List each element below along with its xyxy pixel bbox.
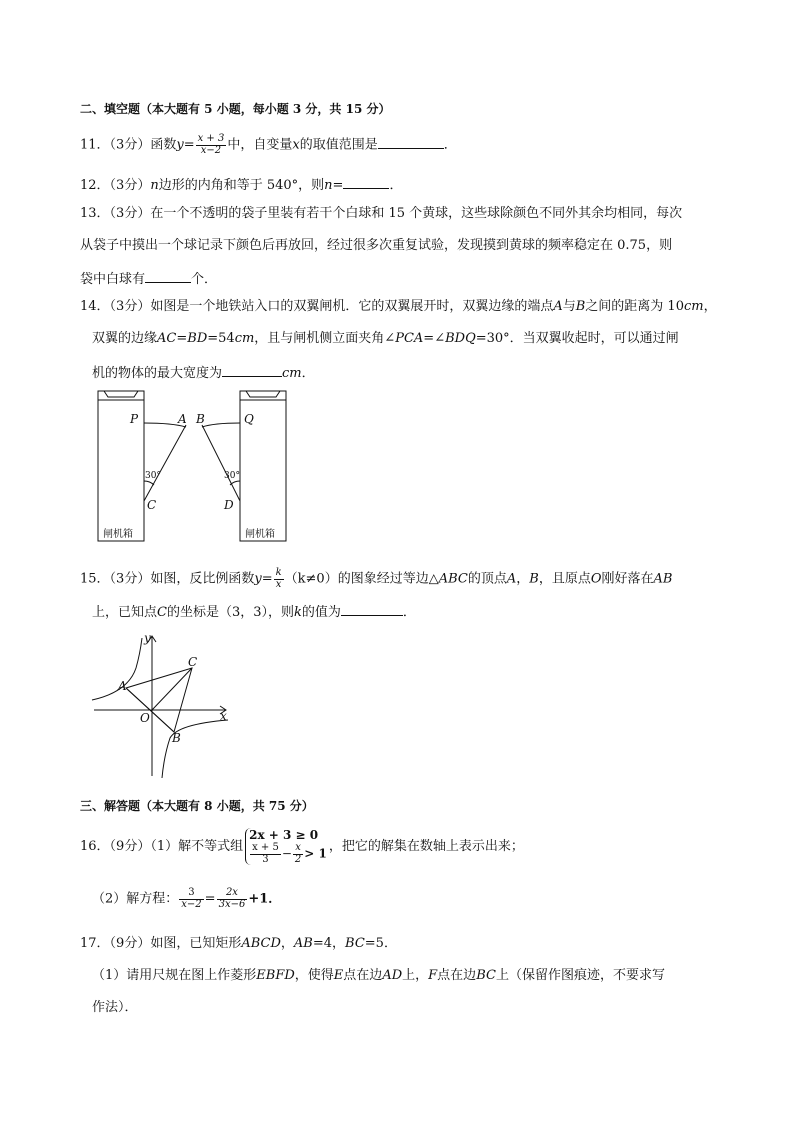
fraction [250,843,281,865]
question-text: 的取值范围是 [299,137,378,153]
math-op: − [281,846,292,861]
question-17-line-3: 作法）． [92,1000,138,1015]
question-14-line-1 [80,300,717,313]
math-var: BDQ [445,331,476,346]
fraction-numerator: x + 3 [197,133,225,144]
question-text: 与 [562,299,576,314]
question-score: （3分） [109,137,151,153]
question-text: 的坐标是（3，3），则 [166,605,295,620]
question-text: 函数 [150,137,177,153]
question-text: 的顶点 [467,571,507,587]
question-text: 14．（3分）如图是一个地铁站入口的双翼闸机．它的双翼展开时，双翼边缘的端点 [80,299,554,314]
label-a: A [118,679,127,693]
math-var: AC [157,331,177,346]
math-op: = [261,571,273,587]
question-text: ， [703,299,717,314]
question-text: ，且与闸机侧立面夹角∠ [254,331,396,346]
question-text: （k≠0） [284,571,338,587]
answer-blank[interactable] [145,270,191,283]
wing-bd [202,425,240,501]
fraction-numerator: x + 5 [252,842,279,853]
gate-figure [90,385,320,547]
math-var: B [575,299,586,314]
gate-box-label-right: 闸机箱 [245,529,275,540]
math-unit: cm [683,299,704,314]
label-q: Q [244,412,254,426]
answer-blank[interactable] [378,136,444,149]
question-text: ，且原点 [538,571,591,587]
math-var: O [590,571,602,587]
math-var: ABC [438,571,468,587]
math-op: = [204,891,216,907]
math-op: = [176,331,188,346]
math-var: y [176,137,184,153]
fraction [293,843,303,865]
question-17-line-1 [80,937,397,950]
math-var: k [294,605,302,620]
wing-ac [144,425,186,501]
math-var: AD [382,968,403,983]
fraction-numerator: 3 [179,888,203,900]
label-b: B [172,731,181,745]
math-var: x [292,137,300,153]
question-text: 上（保留作图痕迹，不要求写 [495,968,665,983]
question-text: ． [443,137,457,153]
question-text: 之间的距离为 10 [585,299,684,314]
question-text: ． [389,178,403,193]
label-c: C [188,655,198,669]
question-text: 的图象经过等边△ [337,571,439,587]
math-var: F [428,968,438,983]
question-number: 16．（9分）（1）解不等式组 [80,839,244,854]
label-x: x [220,709,227,723]
question-text: 点在边 [343,968,383,983]
question-text: 中，自变量 [227,137,293,153]
math-unit: cm [282,366,302,381]
question-12 [80,176,402,192]
math-var: A [506,571,517,587]
question-14-line-3 [92,364,315,380]
question-text: ． [301,366,315,381]
angle-label-right: 30° [224,471,240,481]
fraction-denominator: 3 [262,853,269,865]
fraction-denominator: 2 [294,853,302,865]
question-text: 点在边 [437,968,477,983]
math-var: E [333,968,344,983]
math-var: C [157,605,167,620]
math-op: +1． [248,891,282,907]
question-text: （1）请用尺规在图上作菱形 [92,968,257,983]
question-text: （2）解方程： [92,891,179,907]
section-heading-fill-in: 二、填空题（本大题有 5 小题，每小题 3 分，共 15 分） [80,102,391,116]
question-text: 机的物体的最大宽度为 [92,366,223,381]
question-number: 12． [80,178,110,193]
question-14-line-2 [92,332,679,345]
angle-label-left: 30° [145,471,161,481]
answer-blank[interactable] [222,364,282,377]
label-a: A [178,412,187,426]
question-text: 边形的内角和等于 540°，则 [158,178,325,193]
question-score: （3分） [109,178,151,193]
question-16-part-1 [80,828,524,865]
hyperbola-figure [88,628,238,780]
question-text: ， [280,936,294,951]
label-b: B [196,412,205,426]
math-var: A [553,299,563,314]
question-text: ． [402,605,416,620]
question-text: =5． [364,936,397,951]
question-15-line-2 [92,603,416,619]
inequality-system [245,828,327,865]
math-op: = [332,178,344,193]
math-var: AB [653,571,673,587]
question-text: =54 [207,331,235,346]
math-op: = [183,137,195,153]
label-y: y [144,631,151,645]
math-var: ABCD [241,936,281,951]
math-var: EBFD [256,968,295,983]
question-15-line-1 [80,568,672,590]
question-text: ， [516,571,530,587]
question-13-line-2: 从袋子中摸出一个球记录下颜色后再放回，经过很多次重复试验，发现摸到黄球的频率稳定在 0.75，则 [80,238,673,253]
arc-right [202,423,240,427]
question-text: =4， [312,936,346,951]
math-var: y [254,571,262,587]
math-var: BC [345,936,365,951]
question-text: =30°．当双翼收起时，可以通过闸 [475,331,679,346]
fraction-denominator: 3x−6 [218,898,246,910]
question-text: 15．（3分）如图，反比例函数 [80,571,255,587]
answer-blank[interactable] [343,176,389,189]
section-heading-solutions: 三、解答题（本大题有 8 小题，共 75 分） [80,799,314,813]
math-var: PCA [395,331,424,346]
fraction-denominator: x−2 [200,144,222,156]
question-11 [80,134,457,156]
answer-blank[interactable] [341,603,403,616]
fraction-denominator: x−2 [181,898,202,910]
math-var: BC [476,968,496,983]
question-number: 11． [80,137,110,153]
triangle-abc [126,668,192,732]
math-var: B [529,571,539,587]
gate-box-label-left: 闸机箱 [103,529,133,540]
label-o: O [140,711,150,725]
math-var: AB [293,936,313,951]
question-text: 个． [191,272,218,287]
fraction-numerator: k [275,567,282,578]
question-text: ，把它的解集在数轴上表示出来； [328,839,524,854]
label-p: P [130,412,139,426]
question-text: 17．（9分）如图，已知矩形 [80,936,242,951]
hyperbola-branch-lower [162,720,228,778]
fraction [196,134,227,156]
question-13-line-1: 13．（3分）在一个不透明的袋子里装有若干个白球和 15 个黄球，这些球除颜色不同外其余均相同，每次 [80,206,683,221]
label-d: D [224,498,234,512]
question-text: 上，已知点 [92,605,158,620]
label-c: C [147,498,157,512]
question-text: ，使得 [294,968,334,983]
math-var: n [324,178,333,193]
question-text: 刚好落在 [601,571,654,587]
fraction [274,568,284,590]
question-16-part-2 [92,888,281,910]
fraction [179,888,203,910]
question-text: =∠ [423,331,446,346]
fraction-numerator: x [293,843,303,855]
question-13-line-3 [80,270,217,286]
fraction-denominator: x [275,578,282,590]
inequality-2 [249,843,327,865]
math-var: n [150,178,159,193]
math-unit: cm [234,331,255,346]
hyperbola-branch-upper [92,638,142,700]
inequality-1: 2x + 3 ≥ 0 [249,828,319,842]
question-text: 双翼的边缘 [92,331,158,346]
question-text: 的值为 [301,605,341,620]
math-op: > 1 [304,846,327,861]
question-17-line-2 [92,969,665,982]
math-var: BD [187,331,208,346]
question-text: 上， [402,968,429,983]
fraction-numerator: 2x [217,888,248,900]
fraction [217,888,248,910]
question-text: 袋中白球有 [80,272,146,287]
